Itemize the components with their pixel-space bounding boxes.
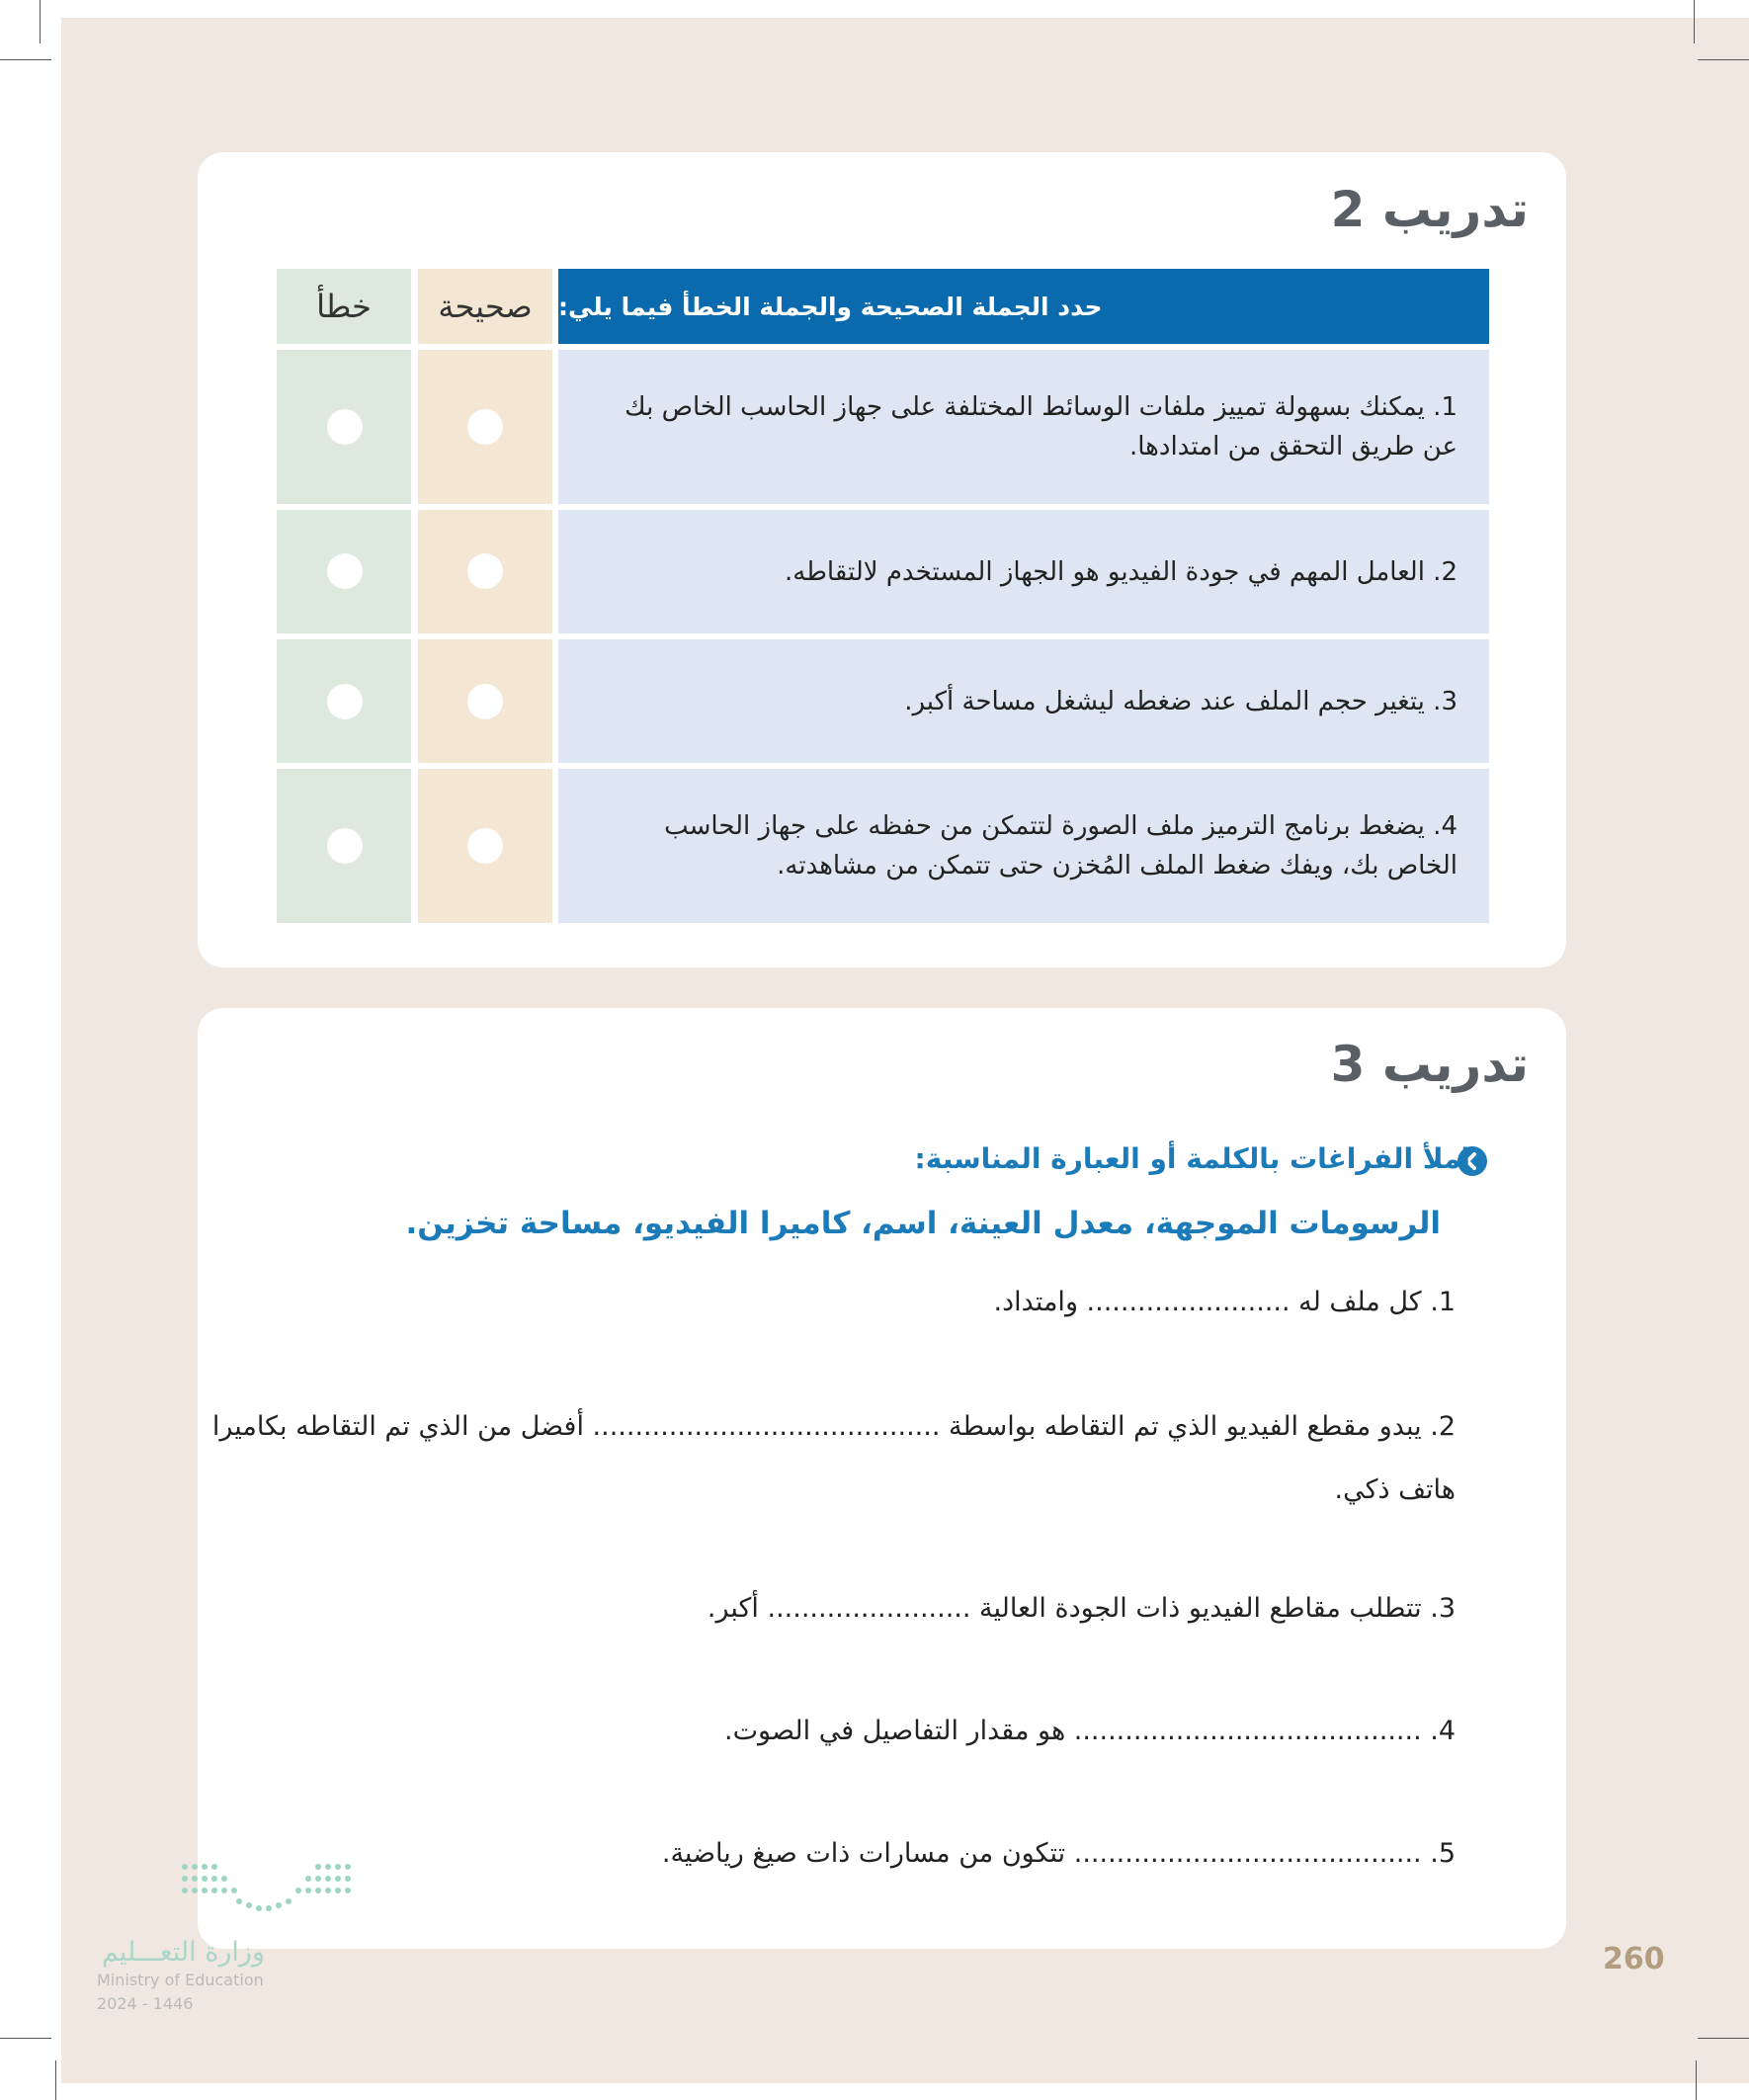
crop-mark [1694, 0, 1695, 43]
fill-blanks-instruction: املأ الفراغات بالكلمة أو العبارة المناسبة: [914, 1142, 1470, 1175]
exercise-2-title: تدريب 2 [1330, 181, 1529, 238]
ministry-logo-dots [180, 1862, 353, 1921]
true-radio-4[interactable] [467, 828, 503, 864]
statement-row-2: 2. العامل المهم في جودة الفيديو هو الجهاز المستخدم لالتقاطه. [558, 510, 1489, 633]
false-radio-3[interactable] [327, 684, 363, 719]
year-label: 2024 - 1446 [97, 1994, 194, 2013]
ministry-name-en: Ministry of Education [97, 1971, 264, 1989]
crop-mark [1696, 2060, 1697, 2100]
exercise-3-title: تدريب 3 [1330, 1036, 1529, 1093]
fill-item-1: 1. كل ملف له ........................ وامتداد. [993, 1287, 1456, 1317]
fill-item-3: 3. تتطلب مقاطع الفيديو ذات الجودة العالية ........................ أكبر. [707, 1593, 1456, 1624]
true-radio-1[interactable] [467, 409, 503, 445]
table-header-statement: حدد الجملة الصحيحة والجملة الخطأ فيما يلي: [558, 269, 1489, 344]
true-radio-2[interactable] [467, 553, 503, 589]
true-radio-3[interactable] [467, 684, 503, 719]
false-radio-2[interactable] [327, 553, 363, 589]
crop-mark [55, 2060, 56, 2100]
statement-row-4: 4. يضغط برنامج الترميز ملف الصورة لتتمكن من حفظه على جهاز الحاسب الخاص بك، ويفك ضغط الملف المُخزن حتى تتمكن من مشاهدته. [558, 769, 1489, 923]
fill-item-4: 4. ......................................... هو مقدار التفاصيل في الصوت. [724, 1716, 1456, 1746]
ministry-name-ar: وزارة التعـــليم [101, 1937, 265, 1968]
crop-mark [0, 59, 51, 60]
fill-item-2: 2. يبدو مقطع الفيديو الذي تم التقاطه بواسطة ......................................... أفضل من الذي تم التقاطه بكاميرا [211, 1411, 1456, 1442]
statement-row-3: 3. يتغير حجم الملف عند ضغطه ليشغل مساحة أكبر. [558, 639, 1489, 763]
crop-mark [0, 2038, 51, 2039]
word-bank: الرسومات الموجهة، معدل العينة، اسم، كاميرا الفيديو، مساحة تخزين. [405, 1206, 1441, 1241]
false-radio-1[interactable] [327, 409, 363, 445]
crop-mark [1698, 59, 1749, 60]
table-header-true: صحيحة [418, 269, 552, 344]
crop-mark [40, 0, 41, 43]
table-header-false: خطأ [277, 269, 411, 344]
crop-mark [1698, 2038, 1749, 2039]
fill-item-5: 5. ......................................... تتكون من مسارات ذات صيغ رياضية. [661, 1838, 1456, 1869]
page-number: 260 [1603, 1942, 1665, 1976]
fill-item-2-continuation: هاتف ذكي. [1334, 1474, 1456, 1505]
false-radio-4[interactable] [327, 828, 363, 864]
statement-row-1: 1. يمكنك بسهولة تمييز ملفات الوسائط المختلفة على جهاز الحاسب الخاص بك عن طريق التحقق من امتدادها. [558, 350, 1489, 504]
